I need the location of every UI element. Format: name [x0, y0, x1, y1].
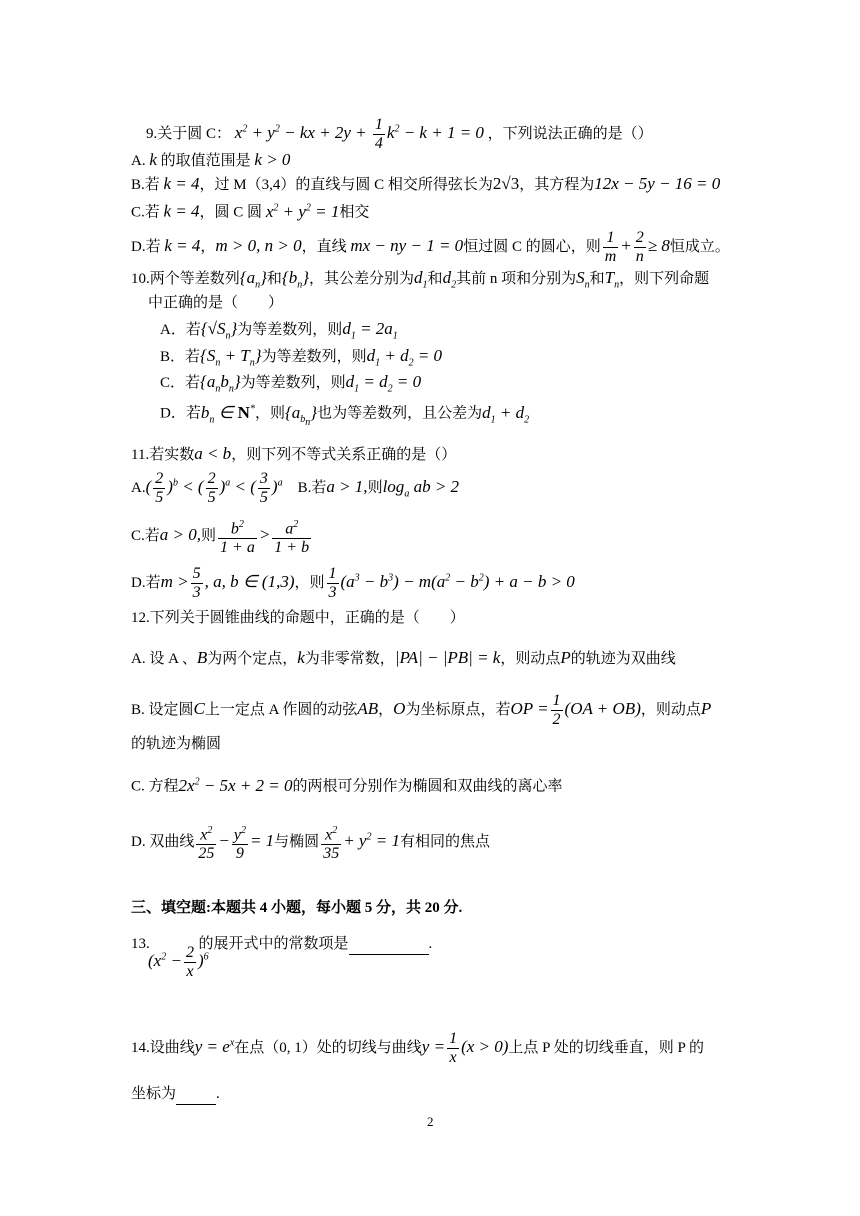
q10-stem: 10.两个等差数列$\{a_n\}$和$\{b_n\}$，其公差分别为$d_1$和$d_2$其前 n 项和分别为$S_n$和$T_n$，则下列命题: [131, 268, 710, 291]
q10-option-a: A．若$\{√S_n\}$为等差数列，则$d_1 = 2a_1$: [160, 319, 398, 342]
q11-option-d: D.若m > $\frac{5}{3}$ , a, b ∈ (1,3)，则 $\frac{1}{3}$ $(a^3 - b^3) - m(a^2 - b^2) + a - b > 0$: [131, 565, 575, 601]
q9-option-a: A. k 的取值范围是 k > 0: [131, 150, 291, 169]
q10-option-d: D．若$b_n$ ∈ N*，则$\{a_{b_n}\}$也为等差数列，且公差为$d_1 + d_2$: [160, 402, 530, 429]
q12-option-c: C. 方程$2x^2 - 5x + 2 = 0$的两根可分别作为椭圆和双曲线的离心率: [131, 775, 563, 795]
page-number: 2: [427, 1114, 434, 1129]
q12-option-a: A. 设 A 、B为两个定点，k为非零常数，|PA| − |PB| = k，则动点P的轨迹为双曲线: [131, 648, 676, 667]
q13-expression: ($x^2$ − $\frac{2}{x}$ )$^6$: [148, 944, 209, 980]
q9-option-c: C.若 k = 4，圆 C 圆 $x^2 + y^2 = 1$相交: [131, 201, 370, 221]
section-title: 三、填空题:本题共 4 小题，每小题 5 分，共 20 分.: [131, 900, 463, 916]
q12-option-b: B. 设定圆C上一定点 A 作圆的动弦AB，O为坐标原点，若OP = $\frac{1}{2}$ (OA + OB)，则动点P: [131, 692, 712, 728]
q11-stem: 11.若实数a < b，则下列不等式关系正确的是（）: [131, 444, 457, 463]
q10-stem-cont: 中正确的是（ ）: [148, 295, 284, 311]
q13: 13. 的展开式中的常数项是 .: [131, 934, 432, 955]
q12-stem: 12.下列关于圆锥曲线的命题中，正确的是（ ）: [131, 610, 465, 626]
q10-option-c: C．若$\{a_nb_n\}$为等差数列，则$d_1 = d_2 = 0$: [160, 372, 422, 395]
q11-option-c: C.若a > 0,则 $\frac{b^2}{1 + a}$ > $\frac{a^2}{1 + b}$: [131, 516, 313, 557]
q12-option-d: D. 双曲线 $\frac{x^2}{25}$ − $\frac{y^2}{9}$ = 1与椭圆 $\frac{x^2}{35}$ + $y^2 = 1$有相同的焦点: [131, 822, 490, 863]
q11-option-a-b: A.( $\frac{2}{5}$ )$^b$ < ( $\frac{2}{5}$ )$^a$ < ( $\frac{3}{5}$ )$^a$ B.若a > 1,则$\log_a$ ab > 2: [131, 470, 460, 506]
q10-option-b: B．若$\{S_n + T_n\}$为等差数列，则$d_1 + d_2 = 0$: [160, 346, 443, 369]
q9-option-b: B.若 k = 4，过 M（3,4）的直线与圆 C 相交所得弦长为2√3，其方程为12x − 5y − 16 = 0: [131, 174, 721, 193]
q14-cont: 坐标为 .: [131, 1084, 220, 1105]
q12-option-b-cont: 的轨迹为椭圆: [131, 736, 222, 752]
q13-answer-blank: [349, 934, 429, 955]
q14-answer-blank: [176, 1084, 216, 1105]
q14: 14.设曲线$y = e^x$在点（0, 1）处的切线与曲线y = $\frac{1}{x}$ (x > 0)上点 P 处的切线垂直，则 P 的: [131, 1030, 704, 1066]
q9-stem: 9.关于圆 C： $x^2 + y^2$ − kx + 2y + $\frac{1}{4}$ $k^2 - k + 1 = 0$ ，下列说法正确的是（）: [146, 116, 653, 152]
q9-option-d: D.若 k = 4，m > 0, n > 0，直线 mx − ny − 1 = 0恒过圆 C 的圆心，则 $\frac{1}{m}$ + $\frac{2}{n}$ ≥ 8恒成立。: [131, 229, 730, 265]
